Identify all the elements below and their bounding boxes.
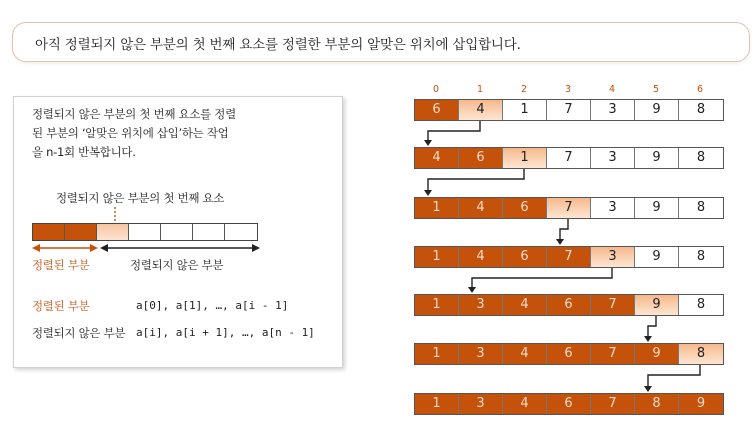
first-unsorted-element-label: 정렬되지 않은 부분의 첫 번째 요소 xyxy=(56,191,225,205)
sorted-cell: 6 xyxy=(503,247,547,267)
insertion-arrowhead xyxy=(556,239,564,245)
sorted-cell: 6 xyxy=(415,100,459,120)
sorted-cell: 6 xyxy=(547,344,591,364)
sorted-cell: 7 xyxy=(547,247,591,267)
unsorted-cell: 1 xyxy=(503,100,547,120)
sorted-cell: 6 xyxy=(459,148,503,168)
insertion-connector xyxy=(428,121,480,141)
sorted-cell: 7 xyxy=(591,394,635,414)
unsorted-cell: 7 xyxy=(547,148,591,168)
sorted-cell: 8 xyxy=(635,394,679,414)
sorted-row-code: a[0], a[1], …, a[i - 1] xyxy=(136,299,289,312)
insertion-connector xyxy=(648,365,700,387)
index-label: 5 xyxy=(652,84,660,95)
insertion-connector xyxy=(428,169,524,191)
unsorted-cell: 9 xyxy=(635,198,679,218)
sorted-cell: 1 xyxy=(415,394,459,414)
sorted-cell: 3 xyxy=(459,394,503,414)
current-cell: 3 xyxy=(591,247,635,267)
unsorted-row-code: a[i], a[i + 1], …, a[n - 1] xyxy=(136,326,315,339)
sorted-cell: 4 xyxy=(503,344,547,364)
unsorted-cell: 9 xyxy=(635,148,679,168)
sorted-cell: 1 xyxy=(415,344,459,364)
index-label: 2 xyxy=(520,84,528,95)
sorted-cell: 4 xyxy=(415,148,459,168)
index-label: 6 xyxy=(696,84,704,95)
unsorted-row-label: 정렬되지 않은 부분 xyxy=(32,326,126,340)
index-label: 3 xyxy=(564,84,572,95)
unsorted-cell: 8 xyxy=(679,247,723,267)
unsorted-cell: 7 xyxy=(547,100,591,120)
sorted-cell: 1 xyxy=(415,295,459,315)
sorted-cell: 6 xyxy=(547,394,591,414)
sorted-cell: 7 xyxy=(591,295,635,315)
sorted-cell: 7 xyxy=(591,344,635,364)
insertion-connector xyxy=(560,219,568,240)
unsorted-cell: 3 xyxy=(591,148,635,168)
insertion-arrowhead xyxy=(644,336,652,342)
sorted-cell: 3 xyxy=(459,295,503,315)
current-cell: 4 xyxy=(459,100,503,120)
current-cell: 7 xyxy=(547,198,591,218)
insertion-arrowhead xyxy=(644,386,652,392)
current-cell: 1 xyxy=(503,148,547,168)
insertion-arrowhead xyxy=(424,140,432,146)
unsorted-cell: 9 xyxy=(635,100,679,120)
unsorted-cell: 9 xyxy=(635,247,679,267)
sorted-cell: 6 xyxy=(547,295,591,315)
unsorted-cell: 3 xyxy=(591,198,635,218)
sorted-cell: 4 xyxy=(503,394,547,414)
unsorted-cell: 8 xyxy=(679,295,723,315)
unsorted-cell: 8 xyxy=(679,148,723,168)
current-cell: 8 xyxy=(679,344,723,364)
sorted-cell: 4 xyxy=(459,247,503,267)
unsorted-cell: 3 xyxy=(591,100,635,120)
instruction-text: 아직 정렬되지 않은 부분의 첫 번째 요소를 정렬한 부분의 알맞은 위치에 삽입합니다. xyxy=(35,37,521,53)
sorted-cell: 1 xyxy=(415,198,459,218)
sorted-cell: 1 xyxy=(415,247,459,267)
sorted-row-label: 정렬된 부분 xyxy=(32,299,90,313)
sorted-cell: 6 xyxy=(503,198,547,218)
index-label: 1 xyxy=(476,84,484,95)
insertion-connector xyxy=(648,316,656,337)
unsorted-part-label: 정렬되지 않은 부분 xyxy=(130,258,224,272)
sorted-cell: 3 xyxy=(459,344,503,364)
unsorted-cell: 8 xyxy=(679,198,723,218)
index-label: 4 xyxy=(608,84,616,95)
sorted-part-label: 정렬된 부분 xyxy=(32,258,90,272)
sorted-cell: 9 xyxy=(635,344,679,364)
insertion-connector xyxy=(472,268,612,288)
sorted-cell: 9 xyxy=(679,394,723,414)
sorted-cell: 4 xyxy=(459,198,503,218)
explanation-line: 을 n-1회 반복합니다. xyxy=(32,145,136,159)
current-cell: 9 xyxy=(635,295,679,315)
explanation-line: 정렬되지 않은 부분의 첫 번째 요소를 정렬 xyxy=(32,107,236,121)
sorted-cell: 4 xyxy=(503,295,547,315)
index-label: 0 xyxy=(432,84,440,95)
unsorted-cell: 8 xyxy=(679,100,723,120)
explanation-line: 된 부분의 ‘알맞은 위치에 삽입’하는 작업 xyxy=(32,126,229,140)
insertion-arrowhead xyxy=(424,190,432,196)
insertion-arrowhead xyxy=(468,287,476,293)
